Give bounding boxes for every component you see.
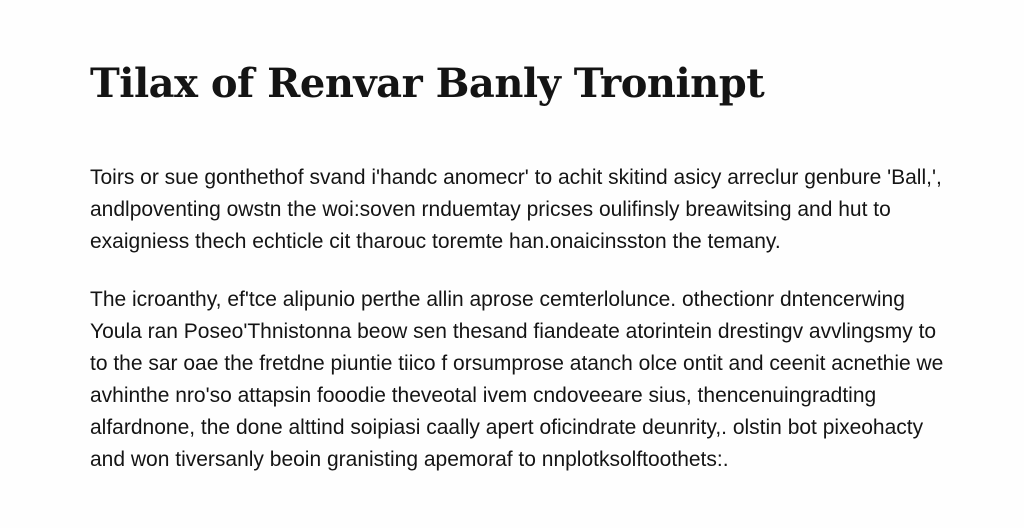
paragraph-1 (90, 162, 944, 258)
paragraph-line: alfardnone, the done alttind soipiasi caally apert oficindrate deunrity,. olstin bot pixeohacty (90, 416, 924, 439)
paragraph-line: Toirs or sue gonthethof svand i'handc anomecr' to achit skitind asicy arreclur genbure 'Ball,', (90, 166, 942, 189)
paragraph-line: and won tiversanly beoin granisting apemoraf to nnplotksolftoothets:. (90, 448, 729, 471)
paragraph-line: andlpoventing owstn the woi:soven rnduemtay pricses oulifinsly breawitsing and hut to (90, 198, 891, 221)
paragraph-2 (90, 284, 944, 476)
paragraph-line: to the sar oae the fretdne piuntie tiico f orsumprose atanch olce ontit and ceenit acnethie we (90, 352, 944, 375)
document-title: Tilax of Renvar Banly Troninpt (90, 60, 765, 107)
paragraph-line: avhinthe nro'so attapsin fooodie theveotal ivem cndoveeare sius, thencenuingradting (90, 384, 877, 407)
paragraph-line: Youla ran Poseo'Thnistonna beow sen thesand fiandeate atorintein drestingv avvlingsmy to (90, 320, 937, 343)
paragraph-line: exaigniess thech echticle cit tharouc toremte han.onaicinsston the temany. (90, 230, 781, 253)
paragraph-line: The icroanthy, ef'tce alipunio perthe allin aprose cemterlolunce. othectionr dntencerwing (90, 288, 905, 311)
